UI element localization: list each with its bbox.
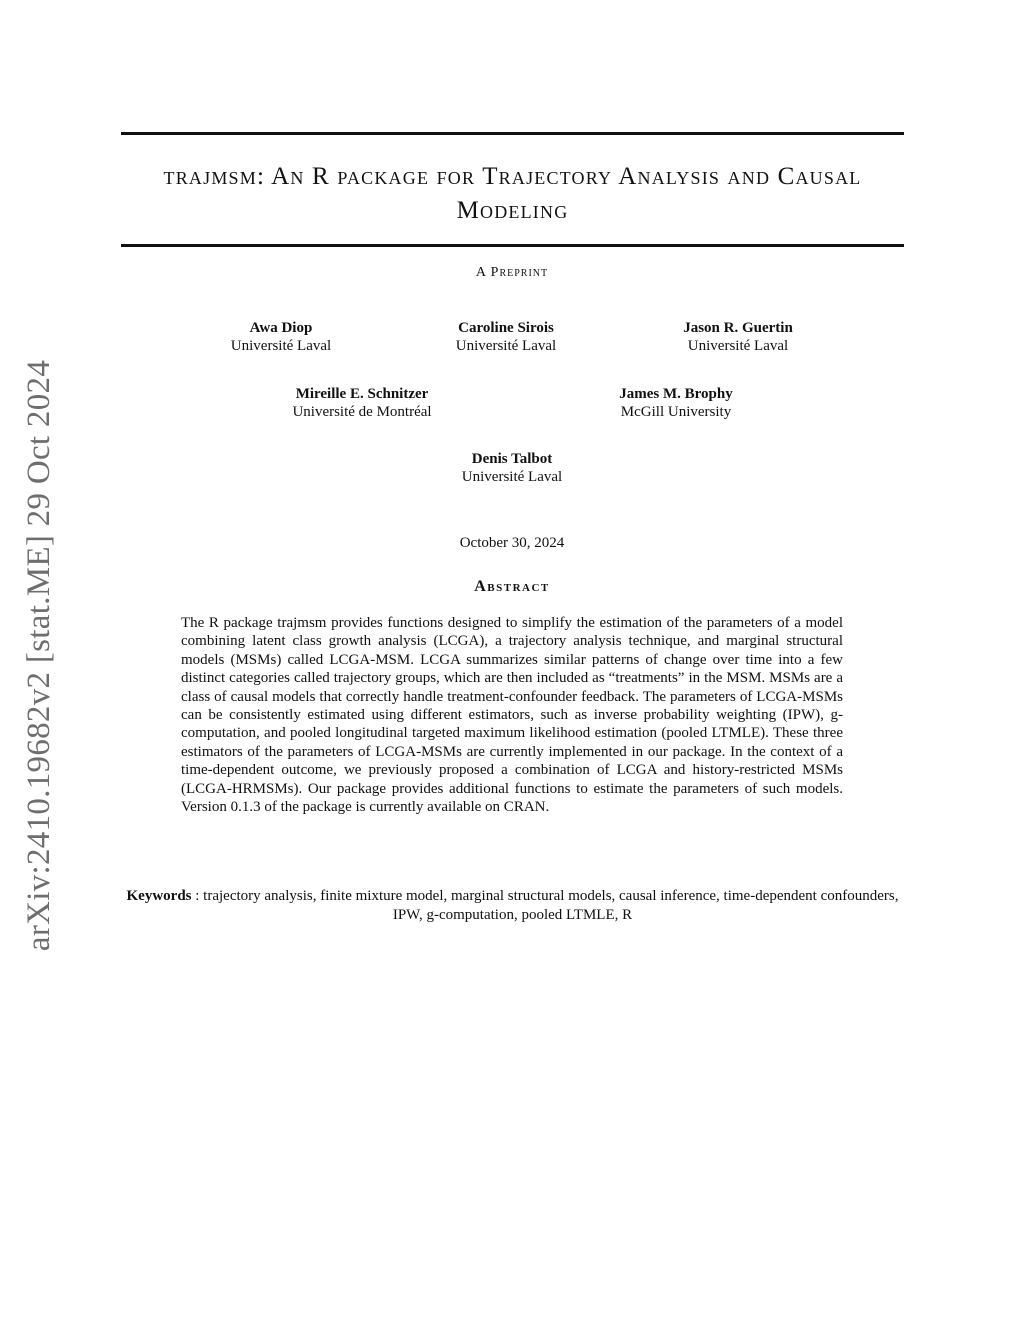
author-name: Jason R. Guertin xyxy=(683,320,793,336)
author-name: Mireille E. Schnitzer xyxy=(295,386,429,402)
author-affiliation: Université Laval xyxy=(461,469,563,485)
keywords xyxy=(121,887,904,924)
author-affiliation: Université de Montréal xyxy=(292,404,432,420)
publication-date: October 30, 2024 xyxy=(459,535,565,551)
author-name: Caroline Sirois xyxy=(458,320,554,336)
arxiv-identifier: arXiv:2410.19682v2 [stat.ME] 29 Oct 2024 xyxy=(21,359,58,951)
abstract-text: The R package trajmsm provides functions designed to simplify the estimation of the parameters of a model combining latent class growth analysis (LCGA), a trajectory analysis technique, and marginal structural models (MSMs) called LCGA-MSM. LCGA summarizes similar patterns of change over time into a few distinct categories called trajectory groups, which are then included as “treatments” in the MSM. MSMs are a class of causal models that correctly handle treatment-confounder feedback. The parameters of LCGA-MSMs can be consistently estimated using different estimators, such as inverse probability weighting (IPW), g-computation, and pooled longitudinal targeted maximum likelihood estimation (pooled LTMLE). These three estimators of the parameters of LCGA-MSMs are currently implemented in our package. In the context of a time-dependent outcome, we previously proposed a combination of LCGA and history-restricted MSMs (LCGA-HRMSMs). Our package provides additional functions to estimate the parameters of such models. Version 0.1.3 of the package is currently available on CRAN. xyxy=(181,615,843,816)
author-block xyxy=(392,450,632,486)
author-name: James M. Brophy xyxy=(619,386,733,402)
title-bottom-rule xyxy=(121,244,904,247)
author-block xyxy=(618,319,858,355)
author-block xyxy=(556,385,796,421)
author-name: Denis Talbot xyxy=(471,451,553,467)
title-top-rule xyxy=(121,132,904,135)
abstract-heading: Abstract xyxy=(474,578,550,595)
author-affiliation: Université Laval xyxy=(455,338,557,354)
keywords-text: : trajectory analysis, finite mixture model, marginal structural models, causal inference, time-dependent confounders, IPW, g-computation, pooled LTMLE, R xyxy=(191,888,899,923)
author-affiliation: Université Laval xyxy=(687,338,789,354)
arxiv-stamp xyxy=(10,350,70,960)
author-block xyxy=(386,319,626,355)
keywords-label: Keywords xyxy=(126,888,192,904)
author-name: Awa Diop xyxy=(249,320,313,336)
author-block xyxy=(242,385,482,421)
author-block xyxy=(161,319,401,355)
author-affiliation: McGill University xyxy=(620,404,732,420)
paper-title: trajmsm: An R package for Trajectory Analysis and Causal Modeling xyxy=(163,163,862,224)
author-affiliation: Université Laval xyxy=(230,338,332,354)
preprint-label: A Preprint xyxy=(475,265,549,280)
